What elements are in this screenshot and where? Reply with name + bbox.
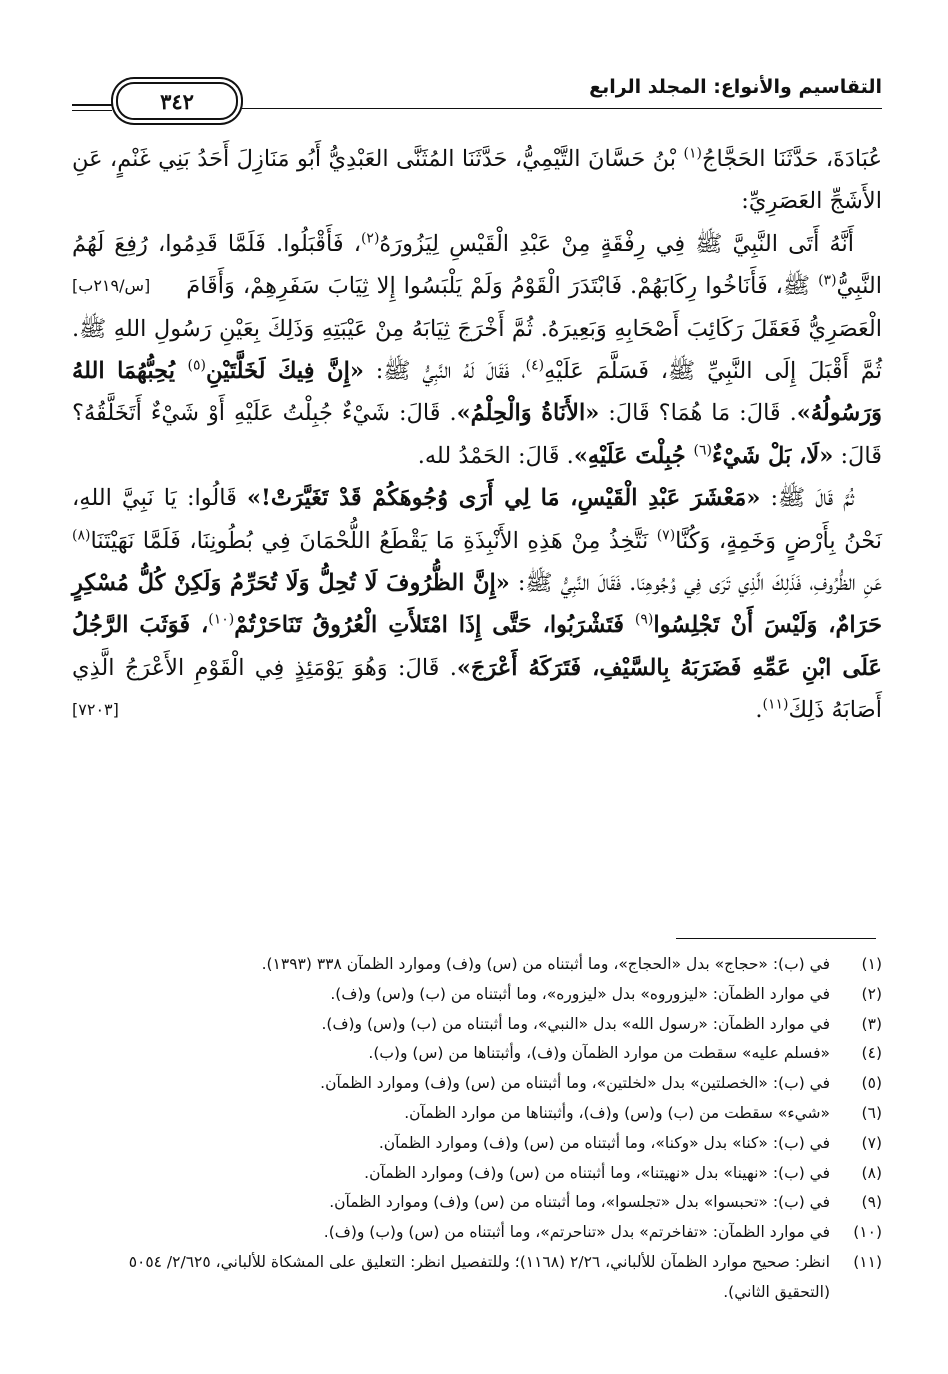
footnote-item [72,1010,882,1040]
paragraph-hadith-continued [72,477,882,731]
footnote-number: (٨) [861,1163,882,1182]
footnote-marker[interactable]: (٩) [634,611,654,628]
footnote-number: (٥) [861,1074,882,1093]
prophetic-quote: جُبِلْتَ عَلَيْهِ» [573,442,694,469]
footnote-text: «شيء» سقطت من (ب) و(س) و(ف)، وأثبتناها من موارد الظمآن. [404,1103,830,1122]
text-run: . قَالَ: مَا هُمَا؟ قَالَ: [599,400,797,427]
prophetic-quote: «إِنَّ الظُّرُوفَ لَا تُحِلُّ وَلَا تُحَرِّمُ وَلَكِنْ كُلُّ مُسْكِرٍ حَرَامٌ، وَلَيْسَ أَنْ تَجْلِسُوا [72,570,882,639]
page-number: ٣٤٢ [116,82,238,120]
text-run: . [755,697,763,724]
footnote-text: انظر: صحيح موارد الظمآن للألباني، ٢/٢٦ (١١٦٨)؛ وللتفصيل انظر: التعليق على المشكاة للألباني، ٢/٦٢٥/ ٥٠٥٤ (التحقيق الثاني). [128,1252,830,1301]
footnote-number: (٩) [861,1193,882,1212]
header-divider [242,108,882,109]
text-run: ثُمَّ قَالَ ﷺ: [760,485,854,512]
footnote-text: في موارد الظمآن: «رسول الله» بدل «النبي»، وما أثبتناه من (ب) و(س) و(ف). [321,1014,830,1033]
footnote-text: في (ب): «كنا» بدل «وكنا»، وما أثبتناه من (س) و(ف) وموارد الظمآن. [378,1133,830,1152]
prophetic-quote: «مَعْشَرَ عَبْدِ الْقَيْسِ، مَا لِي أَرَى وُجُوهَكُمْ قَدْ تَغَيَّرَتْ!» [246,485,761,512]
footnote-item [72,1099,882,1129]
prophetic-quote: «لَا، بَلْ شَيْءٌ [711,442,834,469]
text-run: . قَالَ: شَيْءٌ جُبِلْتُ عَلَيْهِ أَوْ شَيْءٌ أَتَخَلَّقُهُ؟ قَالَ: [72,400,882,469]
footnote-number: (٢) [861,984,882,1003]
footnote-marker[interactable]: (٦) [693,442,712,459]
footnote-number: (٦) [861,1103,882,1122]
footnote-number: (٧) [861,1133,882,1152]
text-run: عُبَادَةَ، حَدَّثَنَا الحَجَّاجُ [701,146,883,172]
header-rule-left-thin [72,110,112,111]
footnote-marker[interactable]: (٢) [360,230,380,247]
footnote-text: في موارد الظمآن: «ليزوروه» بدل «ليزوره»، وما أثبتناه من (ب) و(س) و(ف). [330,984,830,1003]
prophetic-quote: «إِنَّ فِيكَ لَخَلَّتَيْنِ [205,358,364,385]
footnote-number: (١٠) [853,1223,882,1242]
text-run: ، فَقَالَ لَهُ النَّبِيُّ ﷺ: [363,358,526,385]
footnote-number: (٣) [861,1014,882,1033]
footnote-marker[interactable]: (٥) [187,357,206,374]
text-run: ﷺ، فَأَنَاخُوا رِكَابَهُمْ. فَابْتَدَرَ الْقَوْمُ وَلَمْ يَلْبَسُوا إِلا ثِيَابَ سَفَرِهِمْ، وَأَقَامَ الْعَصَرِيُّ فَعَقَلَ رَكَائِبَ أَصْحَابِهِ وَبَعِيرَهُ. ثُمَّ أَخْرَجَ ثِيَابَهُ مِنْ عَيْبَتِهِ وَذَلِكَ بِعَيْنِ رَسُولِ اللهِ ﷺ. ثُمَّ أَقْبَلَ إِلَى النَّبِيِّ ﷺ، فَسَلَّمَ عَلَيْهِ [72,273,882,385]
text-run: قَالُوا: يَا نَبِيَّ اللهِ، نَحْنُ بِأَرْضٍ وَخَمِةٍ، وَكُنَّا [72,485,882,554]
footnote-text: في (ب): «حجاج» بدل «الحجاج»، وما أثبتناه من (س) و(ف) وموارد الظمآن ٣٣٨ (١٣٩٣). [261,955,830,973]
footnote-item [72,980,882,1010]
running-title: التقاسيم والأنواع: المجلد الرابع [589,76,882,98]
footnote-marker[interactable]: (٣) [818,272,837,289]
footnote-text: في موارد الظمآن: «تفاخرتم» بدل «تناحرتم»، وما أثبتناه من (س) و(ب) و(ف). [323,1223,830,1242]
footnote-marker[interactable]: (١) [683,145,702,162]
footnote-text: «فسلم عليه» سقطت من موارد الظمآن و(ف)، وأثبتناها من (س) و(ب). [368,1044,830,1063]
footnote-number: (١١) [853,1252,882,1271]
footnote-text: في (ب): «الخصلتين» بدل «لخلتين»، وما أثبتناه من (س) و(ف) وموارد الظمآن. [320,1074,830,1093]
footnote-text: في (ب): «تحبسوا» بدل «تجلسوا»، وما أثبتناه من (س) و(ف) وموارد الظمآن. [329,1193,830,1212]
footnote-marker[interactable]: (٨) [72,527,91,544]
hadith-number: [٧٢٠٣] [72,700,119,720]
footnote-marker[interactable]: (٤) [525,357,545,374]
page-header [72,70,882,130]
footnote-text: في (ب): «نهينا» بدل «نهيتنا»، وما أثبتناه من (س) و(ف) وموارد الظمآن. [364,1163,830,1182]
footnote-number: (١) [861,955,882,973]
main-text [72,138,882,732]
text-run: . قَالَ: الحَمْدُ لله. [417,442,574,469]
footnote-item [72,1188,882,1218]
paragraph-hadith [72,223,882,477]
footnote-item [72,1039,882,1069]
text-run: نَتَّخِذُ مِنْ هَذِهِ الأَنْبِذَةِ مَا يَقْطَعُ اللُّحْمَانَ فِي بُطُونِنَا، فَلَمَّا نَهَيْتَنَا [90,527,657,554]
footnotes [72,950,882,1308]
prophetic-quote: فَتَشْرَبُوا، حَتَّى إِذَا امْتَلأَتِ الْعُرُوقُ تَنَاحَرْتُمْ [234,612,635,639]
footnote-item [72,950,882,980]
text-run: بْنُ حَسَّانَ التَّيْمِيُّ، حَدَّثَنَا المُثَنَّى العَبْدِيُّ أَبُو مَنَازِلَ أَحَدُ بَنِي غَنْمٍ، عَنِ الأَشَجِّ العَصَرِيِّ: [72,146,882,215]
footnote-divider [676,938,876,939]
footnote-marker[interactable]: (١٠) [208,611,235,628]
footnote-item [72,1069,882,1099]
prophetic-quote: ، فَوَثَبَ الرَّجُلُ عَلَى ابْنِ عَمِّهِ فَضَرَبَهُ بِالسَّيْفِ، فَتَرَكَهُ أَعْرَجَ» [72,612,882,681]
footnote-marker[interactable]: (٧) [656,527,676,544]
prophetic-quote: يُحِبُّهُمَا اللهُ وَرَسُولُهُ» [72,358,882,427]
footnote-marker[interactable]: (١١) [762,696,789,713]
prophetic-quote: «الأَنَاةُ وَالْحِلْمُ» [456,400,600,427]
text-run: عَنِ الظُّرُوفِ، فَذَلِكَ الَّذِي تَرَى فِي وُجُوهِنَا. فَقَالَ النَّبِيُّ ﷺ: [509,570,882,597]
paragraph-isnad [72,138,882,223]
footnote-number: (٤) [861,1044,882,1063]
text-run: . قَالَ: وَهُوَ يَوْمَئِذٍ فِي الْقَوْمِ الأَعْرَجُ الَّذِي أَصَابَهُ ذَلِكَ [72,654,882,724]
text-run: أَنَّهُ أَتَى النَّبِيَّ ﷺ فِي رِفْقَةٍ مِنْ عَبْدِ الْقَيْسِ لِيَزُورَهُ [379,230,854,257]
manuscript-reference: [س/٢١٩ب] [72,276,151,296]
footnote-item [72,1248,882,1308]
footnote-item [72,1159,882,1189]
text-run: ، فَأَقْبَلُوا. فَلَمَّا قَدِمُوا، رُفِعَ لَهُمُ النَّبِيُّ [72,230,882,300]
footnote-item [72,1129,882,1159]
footnote-item [72,1218,882,1248]
header-rule-left [72,104,112,106]
